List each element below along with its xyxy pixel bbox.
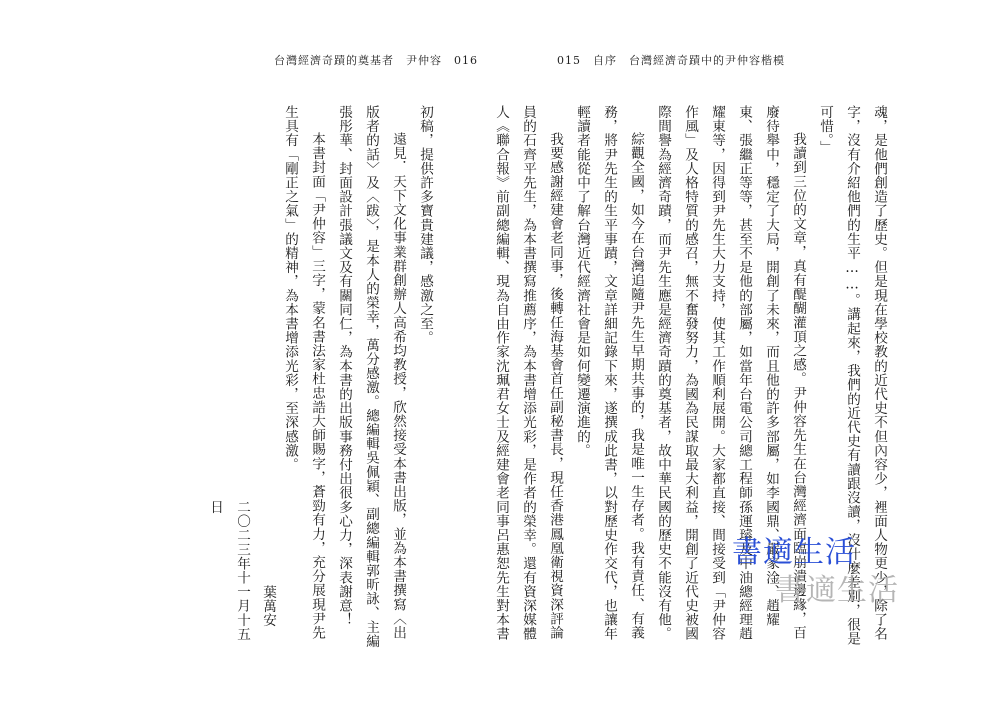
left-paragraph-3: 本書封面「尹仲容」三字，蒙名書法家杜忠誥大師賜字，蒼勁有力，充分展現尹先生具有「剛正之氣」的精神，為本書增添光彩，至深感激。 — [282, 105, 325, 640]
watermark-logo: 書適生活 — [732, 535, 856, 570]
right-paragraph-3: 綜觀全國，如今在台灣追隨尹先生早期共事的，我是唯一生存者。我有責任、有義務，將尹先生的生平事蹟，文章詳細記錄下來，遂撰成此書，以對歷史作交代，也讓年輕讀者能從中了解台灣近代經濟社會是如何變遷演進的。 — [574, 105, 644, 641]
left-paragraph-2: 遠見．天下文化事業群創辦人高希均教授，欣然接受本書出版，並為本書撰寫〈出版者的話〉及〈跋〉，是本人的榮幸，萬分感激。總編輯吳佩穎、副總編輯郭昕詠、主編張彤華、封面設計張議文及有關同仁，為本書的出版事務付出很多心力，深表謝意！ — [336, 105, 406, 649]
left-page-body — [168, 105, 438, 650]
right-running-head: 015 自序 台灣經濟奇蹟中的尹仲容楷模 — [557, 54, 785, 67]
right-paragraph-1: 魂，是他們創造了歷史。但是現在學校教的近代史不但內容少，裡面人物更少，除了名字，沒有介紹他們的生平……。講起來，我們的近代史有讀跟沒讀，沒什麼差別，很是可惜。」 — [817, 105, 887, 646]
author-signature: 葉萬安 — [260, 585, 276, 628]
watermark-shadow: 書適生活 — [775, 573, 899, 608]
signature-date: 二〇二三年十一月十五日 — [207, 500, 250, 641]
left-paragraph-1: 初稿，提供許多寶貴建議，感激之至。 — [417, 105, 433, 345]
right-paragraph-4: 我要感謝經建會老同事，後轉任海基會首任副秘書長，現任香港鳳凰衛視資深評論員的石齊平先生，為本書撰寫推薦序，為本書增添光彩，是作者的榮幸。還有資深媒體人《聯合報》前副總編輯、現為自由作家沈珮君女士及經建會老同事呂惠恕先生對本書 — [493, 105, 563, 641]
right-paragraph-2: 我讀到三位的文章，真有醍醐灌頂之感。尹仲容先生在台灣經濟面臨崩潰邊緣，百廢待舉中，穩定了大局，開創了未來，而且他的許多部屬，如李國鼎、嚴家淦、趙耀東、張繼正等等，甚至不是他的部屬，如當年台電公司總工程師孫運璿及中油總經理趙耀東等，因得到尹先生大力支持，使其工作順利展開。大家都直接、間接受到「尹仲容作風」及人格特質的感召，無不奮發努力，為國為民謀取最大利益，開創了近代史被國際間譽為經濟奇蹟，而尹先生應是經濟奇蹟的奠基者，故中華民國的歷史不能沒有他。 — [655, 105, 806, 641]
right-page-body — [427, 105, 892, 650]
left-running-head: 台灣經濟奇蹟的奠基者 尹仲容 016 — [274, 54, 478, 67]
